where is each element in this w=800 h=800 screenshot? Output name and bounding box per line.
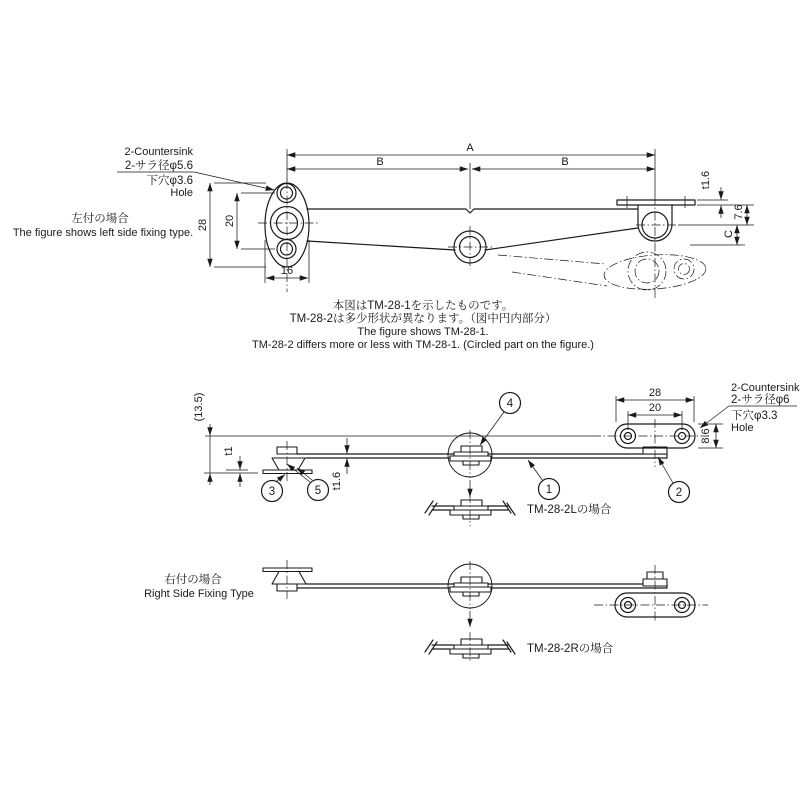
drawing-side-2R: [144, 560, 708, 663]
balloon-4-label: 4: [506, 398, 514, 410]
drawing-plan-left-fixing: [13, 142, 754, 300]
left-cone-washer: [272, 572, 306, 585]
countersink-note2-line4: Hole: [731, 422, 754, 434]
left-base-plate: [263, 470, 312, 474]
dim-label-t1: t1: [223, 446, 235, 456]
right-fixing-label-en: Right Side Fixing Type: [144, 588, 254, 600]
variant-label-2L: TM-28-2Lの場合: [527, 504, 612, 516]
flange-hole-bottom: [277, 240, 296, 259]
variant-label-2R: TM-28-2Rの場合: [527, 643, 614, 655]
note-jp-2: TM-28-2は多少形状が異なります。（図中円内部分）: [289, 313, 557, 325]
alt-detail-2R: [425, 632, 515, 663]
note-en-1: The figure shows TM-28-1.: [357, 326, 489, 338]
countersink-note-line1: 2-Countersink: [124, 146, 193, 158]
countersink-leader: [194, 172, 274, 190]
drawing-side-2L: [193, 382, 800, 526]
balloon-3-label: 3: [268, 486, 276, 498]
note-jp-1: 本図はTM-28-1を示したものです。: [332, 300, 514, 312]
center-pivot-stack: [450, 446, 491, 465]
countersink-note-line4: Hole: [170, 187, 193, 199]
fixing-type-label-en: The figure shows left side fixing type.: [12, 227, 194, 239]
countersink-note2-line2: 2-サラ径φ6: [731, 394, 790, 406]
dim-label-c: C: [723, 230, 735, 238]
right-fixing-label-jp: 右付の場合: [164, 574, 222, 586]
balloon-4: [480, 393, 521, 446]
balloon-5-label: 5: [314, 485, 322, 497]
flange-hole-top: [277, 184, 296, 203]
dim-label-t16: t1.6: [700, 170, 712, 190]
left-cone-washer: [272, 458, 305, 470]
balloon-2-label: 2: [675, 487, 683, 499]
dim-label-b-right: B: [561, 156, 569, 168]
countersink-leader-2: [700, 406, 729, 428]
phantom-alternate-end: [498, 251, 707, 292]
dim-label-76: 7.6: [733, 204, 745, 220]
center-pivot-stack: [450, 577, 491, 596]
note-center: [252, 298, 594, 351]
balloon-2: [658, 457, 690, 503]
end-bracket-slots: [627, 196, 685, 208]
countersink-note2-line1: 2-Countersink: [731, 382, 800, 394]
end-bracket-plate: [617, 200, 695, 205]
note-en-2: TM-28-2 differs more or less with TM-28-1. (Circled part on the figure.): [252, 339, 594, 351]
dim-label-20: 20: [648, 402, 662, 414]
countersink-note-line2: 2-サラ径φ5.6: [124, 160, 193, 172]
balloon-1-label: 1: [545, 484, 553, 496]
balloon-1: [528, 460, 560, 500]
countersink-note-line3: 下穴φ3.6: [146, 175, 193, 187]
dim-label-b-left: B: [376, 156, 384, 168]
arm-outline: [307, 209, 638, 250]
dim-label-t16: t1.6: [331, 471, 343, 491]
countersink-note2-line3: 下穴φ3.3: [731, 410, 778, 422]
dim-label-20: 20: [224, 214, 236, 228]
dim-label-86: 8.6: [700, 428, 712, 444]
dim-label-135: (13.5): [193, 392, 205, 422]
dim-label-28: 28: [648, 387, 662, 399]
dim-label-28: 28: [197, 218, 209, 232]
alt-detail-2L: [425, 494, 515, 526]
fixing-type-label-jp: 左付の場合: [71, 213, 129, 225]
dim-label-a: A: [466, 142, 474, 154]
dim-label-16: 16: [280, 265, 294, 277]
balloon-3: [262, 475, 286, 502]
